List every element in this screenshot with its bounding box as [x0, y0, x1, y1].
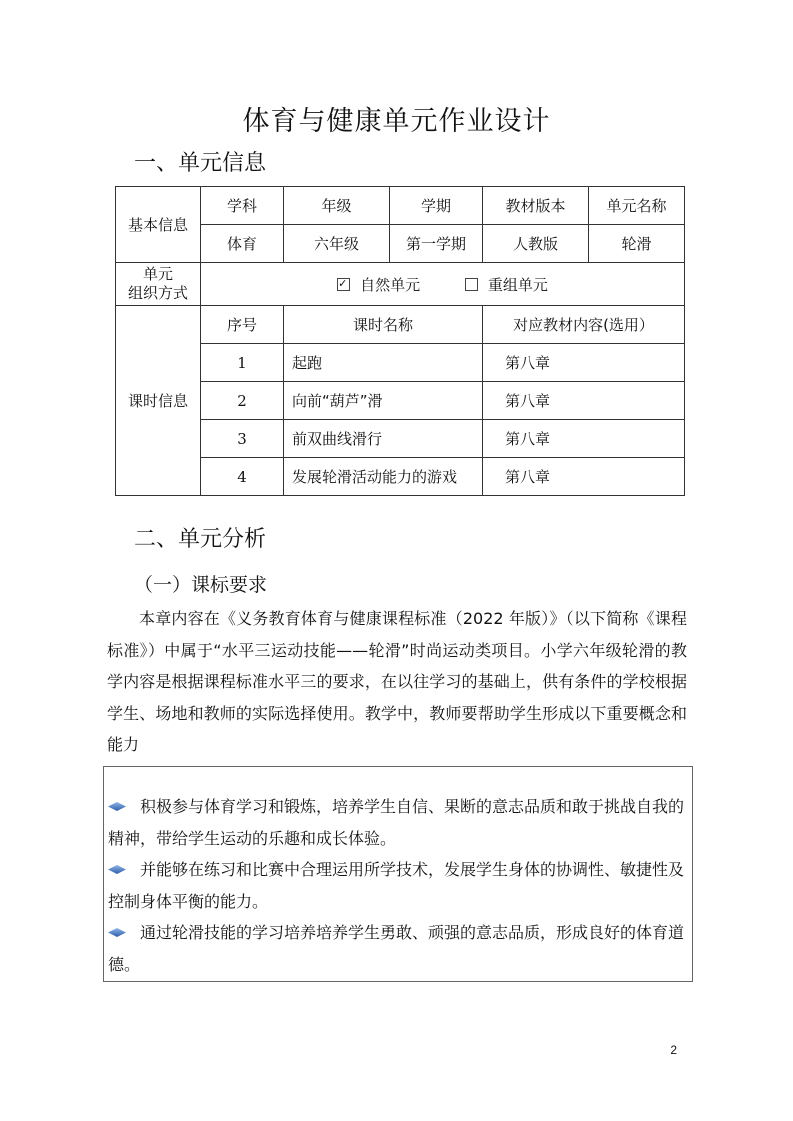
document-title: 体育与健康单元作业设计	[242, 106, 551, 137]
org-label-line1: 单元	[142, 265, 173, 283]
header-cell: 对应教材内容(选用）	[483, 306, 685, 344]
section-heading-unit-info: 一、单元信息	[134, 151, 267, 176]
bullet-text: 积极参与体育学习和锻炼，培养学生自信、果断的意志品质和敢于挑战自我的精神，带给学生运动的乐趣和成长体验。	[108, 797, 685, 848]
header-cell: 学期	[390, 187, 483, 225]
table-row	[116, 458, 685, 496]
table-row	[116, 420, 685, 458]
header-cell: 序号	[201, 306, 284, 344]
lesson-number: 3	[201, 420, 284, 458]
lesson-number: 1	[201, 344, 284, 382]
header-cell: 学科	[201, 187, 284, 225]
lesson-content: 第八章	[483, 458, 685, 496]
lesson-number: 2	[201, 382, 284, 420]
bullet-text: 并能够在练习和比赛中合理运用所学技术，发展学生身体的协调性、敏捷性及控制身体平衡的能力。	[108, 860, 685, 911]
bullet-item	[108, 854, 690, 917]
org-options-cell	[201, 263, 685, 306]
natural-unit-option[interactable]	[337, 274, 420, 295]
diamond-bullet-icon	[108, 928, 126, 937]
lesson-name: 发展轮滑活动能力的游戏	[284, 458, 483, 496]
lesson-content: 第八章	[483, 382, 685, 420]
table-row	[116, 263, 685, 306]
key-concepts-box	[103, 766, 693, 982]
table-row	[116, 382, 685, 420]
lesson-content: 第八章	[483, 344, 685, 382]
value-cell: 人教版	[483, 225, 589, 263]
lesson-name: 前双曲线滑行	[284, 420, 483, 458]
table-row	[116, 187, 685, 225]
bullet-item	[108, 791, 690, 854]
lesson-number: 4	[201, 458, 284, 496]
value-cell: 第一学期	[390, 225, 483, 263]
org-method-label	[116, 263, 201, 306]
basic-info-label: 基本信息	[116, 187, 201, 263]
regroup-unit-option[interactable]	[465, 274, 548, 295]
bullet-text: 通过轮滑技能的学习培养培养学生勇敢、顽强的意志品质，形成良好的体育道德。	[108, 923, 685, 974]
lesson-content: 第八章	[483, 420, 685, 458]
unit-info-table	[115, 186, 685, 496]
value-cell: 体育	[201, 225, 284, 263]
page-number: 2	[670, 1043, 677, 1057]
table-row	[116, 225, 685, 263]
org-label-line2: 组织方式	[127, 284, 188, 302]
header-cell: 教材版本	[483, 187, 589, 225]
checked-box-icon[interactable]	[337, 278, 350, 291]
table-row	[116, 344, 685, 382]
bullet-item	[108, 917, 690, 980]
natural-unit-label: 自然单元	[360, 275, 421, 294]
lesson-name: 起跑	[284, 344, 483, 382]
subsection-heading-curriculum: （一）课标要求	[134, 574, 268, 596]
value-cell: 六年级	[284, 225, 390, 263]
header-cell: 课时名称	[284, 306, 483, 344]
diamond-bullet-icon	[108, 865, 126, 874]
diamond-bullet-icon	[108, 802, 126, 811]
table-row	[116, 306, 685, 344]
section-heading-unit-analysis: 二、单元分析	[134, 527, 267, 552]
lesson-info-label: 课时信息	[116, 306, 201, 496]
empty-box-icon[interactable]	[465, 278, 478, 291]
lesson-name: 向前“葫芦”滑	[284, 382, 483, 420]
header-cell: 年级	[284, 187, 390, 225]
header-cell: 单元名称	[589, 187, 685, 225]
value-cell: 轮滑	[589, 225, 685, 263]
regroup-unit-label: 重组单元	[487, 275, 548, 294]
curriculum-paragraph: 本章内容在《义务教育体育与健康课程标准（2022 年版）》（以下简称《课程标准》）中属于“水平三运动技能——轮滑”时尚运动类项目。小学六年级轮滑的教学内容是根据课程标准水平三的要求，在以往学习的基础上，供有条件的学校根据学生、场地和教师的实际选择使用。教学中，教师要帮助学生形成以下重要概念和能力	[107, 609, 687, 754]
